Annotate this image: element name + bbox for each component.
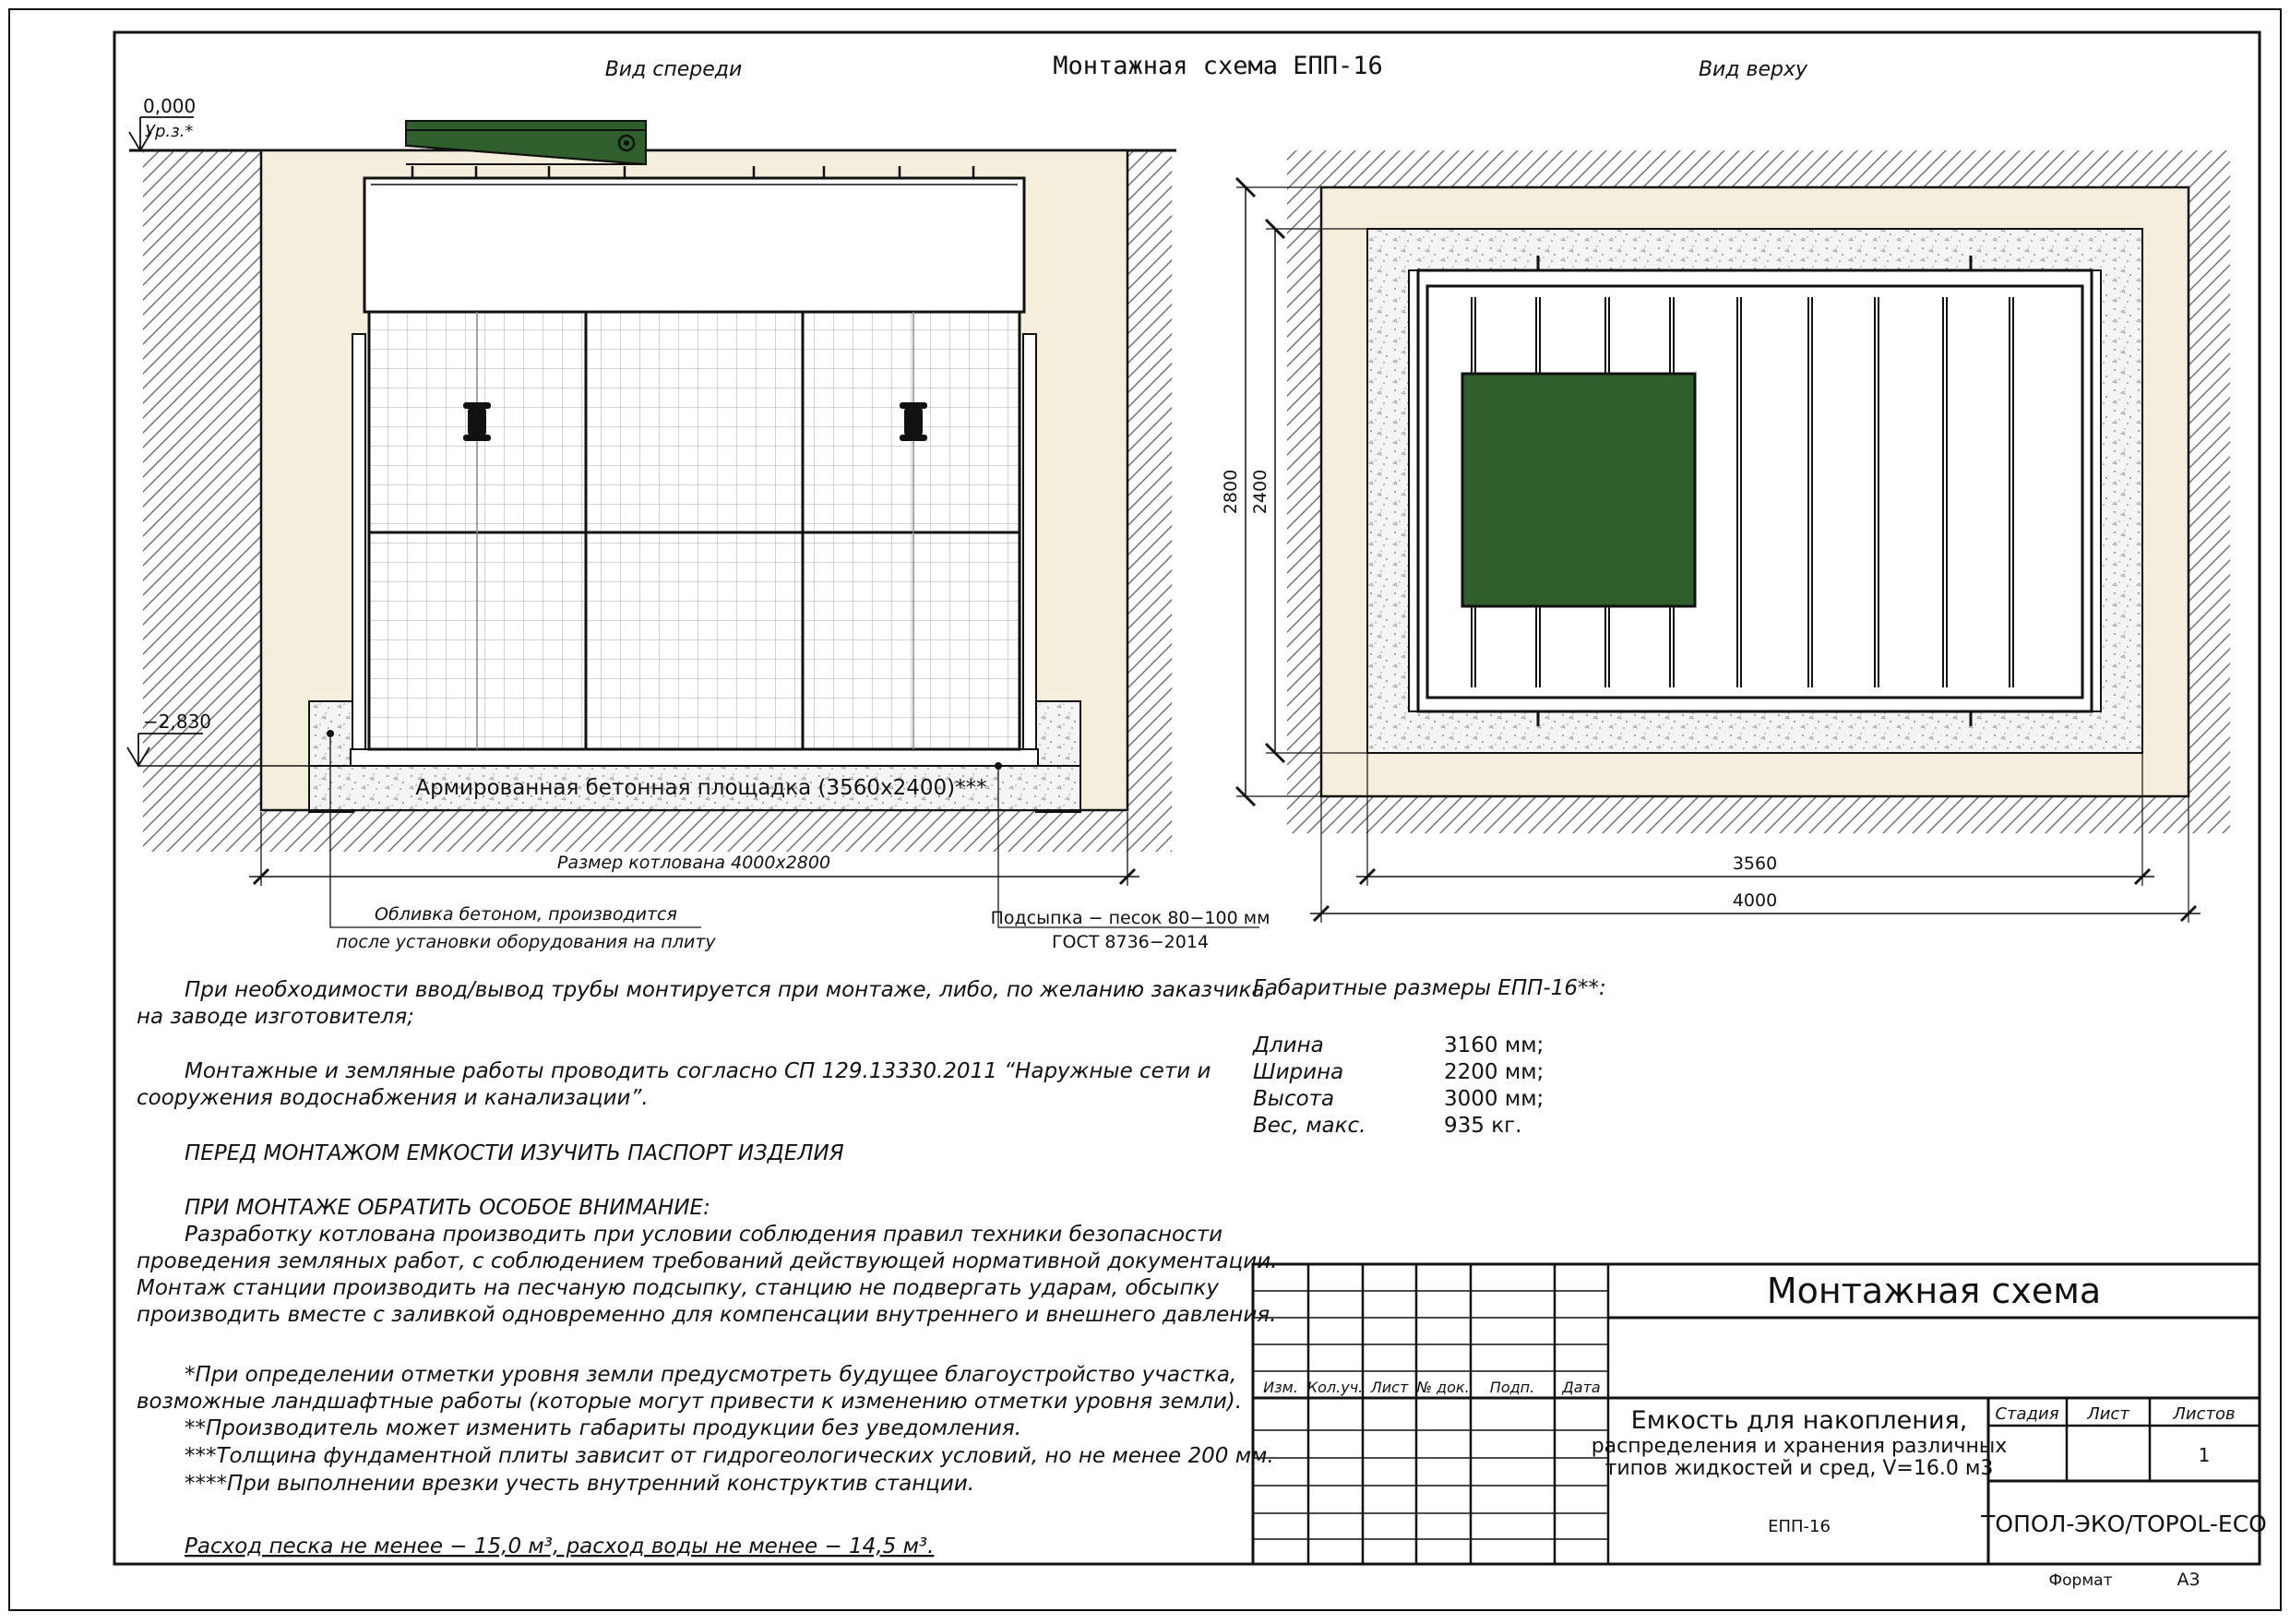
ground-hatch-right — [1127, 150, 1172, 852]
note-line: *При определении отметки уровня земли предусмотреть будущее благоустройство участка, — [185, 1363, 1237, 1387]
stamp-company: ТОПОЛ-ЭКО/TOPOL-ECO — [1981, 1511, 2267, 1537]
front-view — [127, 95, 1270, 952]
stamp-col-label: Кол.уч. — [1306, 1379, 1364, 1396]
note-line: на заводе изготовителя; — [137, 1005, 414, 1029]
stamp-desc-1: Емкость для накопления, — [1630, 1406, 1968, 1435]
front-view-heading: Вид спереди — [604, 58, 743, 81]
note-line: Монтажные и земляные работы проводить согласно СП 129.13330.2011 “Наружные сети и — [185, 1059, 1211, 1083]
note-line: Монтаж станции производить на песчаную подсыпку, станцию не подвергать ударам, обсыпку — [137, 1276, 1219, 1300]
note-line: возможные ландшафтные работы (которые могут привести к изменению отметки уровня земли). — [137, 1390, 1243, 1414]
stamp-format-value: А3 — [2177, 1570, 2201, 1590]
stamp-col-label: Изм. — [1263, 1379, 1298, 1396]
dim-4000-label: 4000 — [1732, 890, 1778, 911]
ground-hatch-left — [143, 150, 261, 852]
dim-row-value: 935 кг. — [1444, 1114, 1522, 1138]
stamp-format-label: Формат — [2048, 1571, 2113, 1590]
note-line: **Производитель может изменить габариты продукции без уведомления. — [185, 1416, 1022, 1440]
stamp-sheets-label: Листов — [2173, 1404, 2236, 1424]
stamp-col-label: Подп. — [1489, 1379, 1535, 1396]
top-view — [1221, 150, 2230, 923]
stamp-sheet-label: Лист — [2087, 1404, 2129, 1424]
level-top-value: 0,000 — [143, 95, 197, 117]
stamp-col-label: Лист — [1370, 1379, 1409, 1396]
note-line: При необходимости ввод/вывод трубы монтируется при монтаже, либо, по желанию заказчика, — [185, 978, 1271, 1002]
dimensions-heading: Габаритные размеры ЕПП-16**: — [1253, 976, 1606, 1000]
pit-dimension-label: Размер котлована 4000x2800 — [556, 853, 831, 873]
dim-3560-label: 3560 — [1732, 854, 1778, 874]
note-line: Разработку котлована производить при условии соблюдения правил техники безопасности — [185, 1223, 1223, 1247]
dim-row-label: Длина — [1253, 1033, 1324, 1057]
dim-row-label: Высота — [1253, 1087, 1335, 1111]
tank-base — [351, 749, 1038, 766]
dim-2400-label: 2400 — [1250, 469, 1270, 515]
dim-2800-label: 2800 — [1221, 469, 1241, 515]
dim-row-value: 2200 мм; — [1444, 1060, 1545, 1084]
concrete-note-2: после установки оборудования на плиту — [336, 932, 716, 952]
tank-neck — [364, 178, 1024, 312]
level-bottom-value: −2,830 — [143, 710, 212, 733]
stamp-desc-2: распределения и хранения различных — [1591, 1435, 2008, 1458]
stamp-stage-label: Стадия — [1995, 1404, 2059, 1424]
tank-wall-left — [352, 334, 365, 749]
dim-row-value: 3000 мм; — [1444, 1087, 1545, 1111]
notes-block — [137, 978, 1277, 1558]
note-line: ****При выполнении врезки учесть внутренний конструктив станции. — [185, 1472, 975, 1496]
note-consumption: Расход песка не менее − 15,0 м³, расход воды не менее − 14,5 м³. — [185, 1534, 935, 1558]
tank-body — [369, 312, 1020, 749]
concrete-note-1: Обливка бетоном, производится — [375, 904, 677, 925]
stamp-col-label: Дата — [1562, 1379, 1601, 1396]
note-line: ***Толщина фундаментной плиты зависит от гидрогеологических условий, но не менее 200 мм. — [185, 1444, 1274, 1468]
note-line: производить вместе с заливкой одновременно для компенсации внутреннего и внешнего давления. — [137, 1303, 1277, 1327]
dimensions-block — [1252, 976, 1606, 1138]
stamp-code: ЕПП-16 — [1768, 1517, 1831, 1536]
slab-label: Армированная бетонная площадка (3560x2400)*** — [415, 776, 987, 800]
tank-wall-right — [1023, 334, 1036, 749]
stamp-desc-3: типов жидкостей и сред, V=16.0 м3 — [1604, 1457, 1994, 1480]
ground-hatch-bottom — [261, 810, 1127, 852]
dim-row-label: Вес, макс. — [1253, 1114, 1366, 1138]
stamp-col-label: № док. — [1416, 1379, 1470, 1396]
level-mark-top — [129, 95, 207, 150]
note-line: сооружения водоснабжения и канализации”. — [137, 1086, 649, 1110]
note-line: проведения земляных работ, с соблюдением требований действующей нормативной документации. — [137, 1249, 1278, 1273]
note-line: ПРИ МОНТАЖЕ ОБРАТИТЬ ОСОБОЕ ВНИМАНИЕ: — [185, 1196, 710, 1220]
drawing-title: Монтажная схема ЕПП-16 — [1053, 52, 1383, 80]
sand-note-2: ГОСТ 8736−2014 — [1051, 932, 1210, 952]
sand-note-1: Подсыпка − песок 80−100 мм — [990, 908, 1270, 928]
lid-top — [1462, 374, 1695, 606]
dim-row-label: Ширина — [1253, 1060, 1344, 1084]
dim-row-value: 3160 мм; — [1444, 1033, 1545, 1057]
stamp-sheet-title: Монтажная схема — [1766, 1271, 2102, 1311]
level-top-label: Ур.з.* — [145, 122, 194, 141]
top-view-heading: Вид верху — [1698, 58, 1808, 81]
note-line: ПЕРЕД МОНТАЖОМ ЕМКОСТИ ИЗУЧИТЬ ПАСПОРТ ИЗДЕЛИЯ — [185, 1141, 844, 1165]
stamp-sheets-value: 1 — [2198, 1444, 2211, 1466]
